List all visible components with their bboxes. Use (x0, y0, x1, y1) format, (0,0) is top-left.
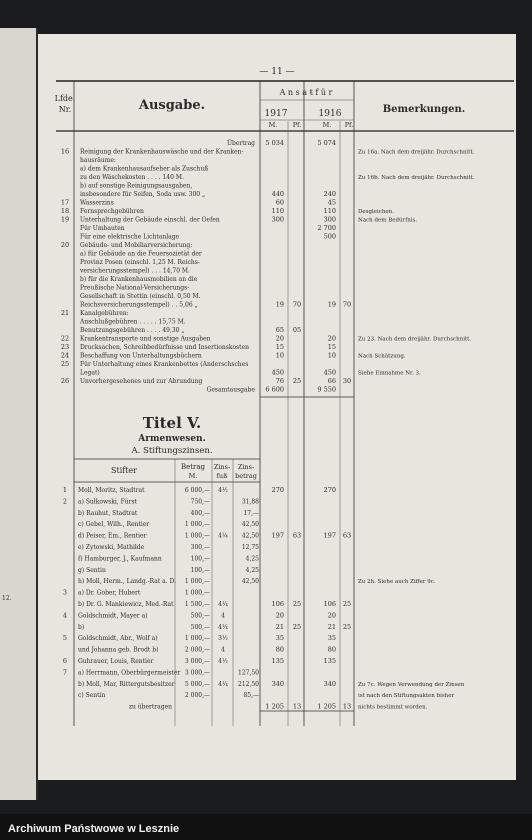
amount-1917: 20 (275, 611, 284, 620)
row-remark: Siehe Einnahme Nr. 3. (358, 370, 421, 377)
amount-1917: 110 (271, 207, 284, 215)
row-text: Fernsprechgebühren (80, 208, 144, 215)
foundation-betrag: 1 000,— (184, 635, 210, 643)
row-remark: Nach Schätzung. (358, 353, 406, 360)
row-text: Für Unterhaltung eines Krankenbettes (Anderschsches (80, 361, 249, 368)
foundation-zinsfuss: 3½ (218, 635, 228, 643)
foundation-remark: Zu 2h. Siehe auch Ziffer 9c. (358, 579, 436, 586)
pfennig-1917: 70 (292, 300, 302, 309)
row-text: Reichsversicherungsstempel) . . 5,06 „ (80, 301, 198, 309)
foundation-zinsfuss: 4½ (218, 487, 228, 494)
row-text: versicherungsstempel) . . . 14,70 M. (80, 267, 190, 275)
foundation-betrag: 500,— (190, 623, 210, 631)
foundation-betrag: 2 000,— (184, 692, 210, 700)
foundation-betrag: 1 500,— (184, 601, 210, 608)
row-text: b) auf sonstige Reinigungsausgaben, (80, 182, 193, 190)
archive-footer (0, 814, 532, 840)
pfennig-1916: 25 (342, 622, 352, 631)
row-number: 16 (60, 147, 70, 156)
foundation-stifter: a) Herrmann, Oberbürgermeister (78, 669, 181, 677)
amount-1917: 270 (271, 486, 284, 494)
row-text: insbesondere für Seifen, Soda usw. 300 „ (80, 191, 206, 198)
pfennig-1916: 25 (342, 600, 352, 608)
foundation-zinsbetrag: 12,75 (241, 544, 259, 551)
amount-1916: 19 (327, 300, 336, 309)
pfennig-1916: 13 (342, 702, 352, 711)
foundation-betrag: 1 000,— (184, 589, 210, 597)
foundation-stifter: f) Hamburger, J., Kaufmann (78, 555, 162, 563)
foundation-zinsbetrag: 4,25 (245, 555, 259, 563)
row-number: 24 (60, 351, 70, 360)
foundation-betrag: 3 000,— (184, 658, 210, 665)
foundation-stifter: g) Sentin (78, 566, 106, 574)
row-text: Krankentransporte und sonstige Ausgaben (80, 335, 211, 343)
foundation-zinsbetrag: 4,25 (245, 566, 259, 574)
row-text: Wasserzins (80, 199, 114, 207)
amount-1916: 45 (327, 198, 336, 207)
section-title: Titel V. (142, 414, 202, 432)
foundation-remark: ist nach den Stiftungsakten bisher (358, 693, 455, 700)
document-page (38, 34, 516, 780)
foundation-betrag: 100,— (190, 566, 210, 574)
col-title-header: Ausgabe. (138, 98, 206, 113)
foundation-zinsbetrag: 17,— (243, 509, 259, 517)
foundation-number: 2 (62, 497, 68, 506)
found-col-fuss-1: Zins- (213, 463, 231, 471)
foundation-betrag: 750,— (190, 498, 210, 506)
expense-rows (61, 139, 475, 394)
foundation-zinsfuss: 4 (221, 612, 225, 620)
amount-1916: 10 (327, 351, 336, 360)
amount-1916: 300 (323, 215, 336, 224)
amount-1916: 106 (323, 600, 336, 608)
amount-1916: 110 (323, 207, 336, 215)
amount-1916: 450 (323, 368, 336, 377)
row-number: 23 (60, 343, 70, 351)
foundation-zinsbetrag: 127,50 (238, 669, 259, 677)
foundation-betrag: 1 000,— (184, 521, 210, 529)
pfennig-1916: 30 (342, 377, 352, 385)
row-remark: Nach dem Bedürfnis. (358, 217, 418, 224)
amount-1917: 6 600 (265, 385, 284, 394)
amount-1917: 5 034 (265, 139, 284, 147)
unit-m-1917: M. (268, 121, 278, 129)
amount-1917: 135 (271, 657, 284, 665)
amount-1916: 5 074 (317, 139, 336, 147)
amount-1917: 340 (271, 679, 284, 688)
row-number: 22 (60, 334, 70, 343)
ledger-table (38, 34, 516, 780)
amount-1917: 19 (275, 300, 284, 309)
pfennig-1917: 25 (292, 377, 302, 385)
foundation-zinsbetrag: 42,50 (241, 578, 259, 586)
foundation-stifter: und Johanna geb. Brodt b) (78, 646, 159, 654)
foundation-stifter: a) Sułkowski, Fürst (78, 498, 137, 506)
col-ansatz-header: A n s a ŧ f ü r (279, 88, 333, 97)
amount-1916: 80 (327, 645, 336, 654)
foundation-stifter: Guhrauer, Louis, Rentier (78, 658, 154, 665)
amount-1917: 15 (275, 343, 284, 351)
row-text: Unterhaltung der Gebäude einschl. der Oefen (80, 216, 220, 224)
foundation-zinsbetrag: 212,50 (238, 680, 259, 688)
foundation-zinsbetrag: 85,— (243, 692, 259, 700)
row-remark: Zu 16b. Nach dem dreijähr. Durchschnitt. (358, 175, 475, 181)
unit-pf-1917: Pf. (292, 121, 302, 129)
row-text: Für eine elektrische Lichtanlage (80, 233, 180, 241)
row-number: 26 (60, 377, 70, 385)
foundation-zinsfuss: 4½ (218, 658, 228, 665)
amount-1916: 20 (327, 334, 336, 343)
foundation-stifter: c) Sentin (78, 692, 106, 700)
col-remarks-header: Bemerkungen. (382, 104, 466, 115)
foundation-stifter: b) Dr. G. Mankiewicz, Med.-Rat (78, 601, 174, 608)
row-remark: Zu 16a. Nach dem dreijähr. Durchschnitt. (358, 149, 475, 156)
row-text: Unvorhergesehenes und zur Abrundung (80, 378, 203, 385)
foundation-zinsbetrag: 42,50 (241, 521, 259, 529)
found-col-betrag-unit: M. (188, 472, 198, 480)
row-remark: Desgleichen. (358, 209, 394, 215)
pfennig-1917: 05 (292, 326, 302, 334)
left-page-number: 12. (2, 595, 12, 602)
foundation-number: 7 (62, 668, 68, 677)
amount-1917: 450 (271, 368, 284, 377)
foundation-betrag: 1 000,— (184, 578, 210, 586)
pfennig-1917: 25 (292, 622, 302, 631)
row-text: Legat) (80, 369, 100, 377)
foundation-number: 5 (62, 634, 68, 643)
row-text: Beschaffung von Unterhaltungsbüchern (80, 352, 202, 360)
row-text: Gebäude- und Mobiliarversicherung: (80, 242, 193, 249)
row-number: 25 (60, 360, 70, 368)
amount-1917: 80 (275, 645, 284, 654)
foundation-betrag: 500,— (190, 612, 210, 620)
amount-1916: 21 (327, 622, 336, 631)
row-number: 21 (60, 309, 70, 317)
foundation-zinsfuss: 4¼ (218, 532, 228, 540)
amount-1917: 106 (271, 600, 284, 608)
row-text: Preußische National-Versicherungs- (80, 284, 190, 292)
amount-1917: 197 (271, 531, 284, 540)
found-col-zins-2: betrag (235, 472, 257, 480)
foundation-number: 1 (62, 486, 68, 494)
row-text: Benutzungsgebühren . . . . 49,30 „ (80, 327, 185, 334)
amount-1917: 35 (275, 634, 284, 643)
foundation-zinsbetrag: 42,50 (241, 532, 259, 540)
foundation-betrag: 6 000,— (184, 487, 210, 494)
foundation-number: 6 (62, 657, 68, 665)
foundation-stifter: zu übertragen (128, 703, 172, 711)
pfennig-1917: 63 (292, 531, 302, 540)
row-text: a) dem Krankenhausaufseher als Zuschuß (80, 165, 209, 173)
pfennig-1916: 70 (342, 300, 352, 309)
row-text: Für Umbauten (80, 225, 125, 232)
amount-1916: 1 205 (317, 702, 336, 711)
row-number: 19 (60, 215, 70, 224)
foundation-betrag: 1 000,— (184, 532, 210, 540)
foundation-zinsfuss: 4 (221, 646, 225, 654)
row-text: Gesamtausgabe (206, 386, 255, 394)
amount-1916: 15 (327, 343, 336, 351)
found-col-stifter: Stifter (111, 466, 137, 475)
amount-1917: 60 (275, 198, 284, 207)
foundation-betrag: 2 000,— (184, 646, 210, 654)
foundation-zinsfuss: 4¼ (218, 680, 228, 688)
amount-1916: 35 (327, 634, 336, 643)
found-col-betrag: Betrag (180, 463, 206, 471)
amount-1916: 500 (323, 232, 336, 241)
amount-1916: 9 550 (317, 385, 336, 394)
col-nr-header-1: Lfde. (54, 94, 76, 103)
found-col-fuss-2: fuß (216, 472, 228, 480)
foundation-zinsfuss: 4¼ (218, 623, 228, 631)
row-number: 18 (60, 207, 70, 215)
foundation-betrag: 400,— (190, 509, 210, 517)
foundation-stifter: h) Moll, Herm., Landg.-Rat a. D. (78, 578, 177, 586)
row-text: Provinz Posen (einschl. 1,25 M. Reichs- (80, 259, 200, 266)
amount-1917: 21 (275, 622, 284, 631)
row-remark: Zu 23. Nach dem dreijähr. Durchschnitt. (358, 336, 472, 343)
foundation-stifter: d) Peiser, Em., Rentier (78, 532, 147, 540)
page-number: — 11 — (259, 67, 295, 77)
row-text: Anschlußgebühren . . . . . 15,75 M. (80, 318, 186, 326)
amount-1916: 340 (323, 679, 336, 688)
foundation-remark: nichts bestimmt worden. (358, 704, 428, 711)
row-text: hausräume: (80, 157, 116, 164)
foundation-betrag: 5 000,— (184, 680, 210, 688)
foundation-stifter: b) (78, 623, 85, 631)
year-1916-header: 1916 (318, 109, 342, 119)
foundation-zinsfuss: 4¼ (218, 601, 228, 608)
row-text: Kanalgebühren: (80, 310, 129, 317)
found-col-zins-1: Zins- (237, 463, 255, 471)
amount-1917: 300 (271, 215, 284, 224)
foundation-stifter: b) Moll, Mar, Rittergutsbesitzer (78, 680, 175, 688)
foundation-betrag: 100,— (190, 555, 210, 563)
left-page-edge (0, 28, 38, 800)
foundation-stifter: b) Rauhut, Stadtrat (78, 509, 138, 517)
archive-name: Archiwum Państwowe w Lesznie (8, 823, 180, 835)
row-text: zu den Wäschekosten . . . . 140 M. (80, 174, 184, 181)
amount-1917: 20 (275, 334, 284, 343)
amount-1916: 2 700 (317, 224, 336, 232)
amount-1916: 135 (323, 657, 336, 665)
foundation-stifter: a) Dr. Gober, Hubert (78, 589, 141, 597)
row-text: a) für Gebäude an die Feuersozietät der (80, 250, 202, 258)
year-1917-header: 1917 (264, 109, 288, 119)
amount-1917: 10 (275, 351, 284, 360)
row-text: Gesellschaft in Stettin (einschl. 0,50 M. (80, 293, 201, 300)
foundation-betrag: 3 000,— (184, 669, 210, 677)
foundation-betrag: 300,— (190, 544, 210, 551)
amount-1916: 66 (327, 377, 336, 385)
foundation-rows (63, 486, 465, 711)
pfennig-1917: 13 (292, 702, 302, 711)
row-text: Reinigung der Krankenhauswäsche und der Kranken- (80, 148, 244, 156)
section-subtitle: Armenwesen. (138, 434, 206, 444)
pfennig-1917: 25 (292, 600, 302, 608)
foundation-stifter: Goldschmidt, Mayer a) (78, 612, 148, 620)
foundation-zinsbetrag: 31,88 (241, 498, 259, 506)
row-text: b) für die Krankenhausmobilien an die (80, 276, 198, 283)
foundation-stifter: c) Gebel, Wilh., Rentier (78, 521, 150, 529)
amount-1916: 270 (323, 486, 336, 494)
foundation-number: 4 (62, 611, 68, 620)
unit-m-1916: M. (322, 121, 332, 129)
section-subtitle-2: A. Stiftungszinsen. (131, 446, 213, 456)
foundation-stifter: Goldschmidt, Abr., Wolf a) (78, 635, 158, 643)
foundation-stifter: Moll, Moritz, Stadtrat (78, 487, 145, 494)
amount-1916: 197 (323, 531, 336, 540)
pfennig-1916: 63 (342, 531, 352, 540)
row-number: 17 (60, 198, 70, 207)
amount-1917: 1 205 (265, 702, 284, 711)
col-nr-header-2: Nr. (58, 105, 72, 114)
foundation-number: 3 (62, 588, 68, 597)
row-number: 20 (60, 241, 70, 249)
row-text: Übertrag (226, 140, 255, 147)
row-text: Drucksachen, Schreibbedürfnisse und Insertionskosten (80, 344, 249, 351)
foundation-stifter: e) Zytowski, Mathilde (78, 544, 145, 551)
amount-1917: 65 (275, 326, 284, 334)
amount-1917: 440 (271, 190, 284, 198)
amount-1917: 76 (275, 377, 284, 385)
foundation-remark: Zu 7c. Wegen Verwendung der Zinsen (358, 681, 465, 688)
amount-1916: 240 (323, 190, 336, 198)
amount-1916: 20 (327, 611, 336, 620)
unit-pf-1916: Pf. (344, 121, 354, 129)
